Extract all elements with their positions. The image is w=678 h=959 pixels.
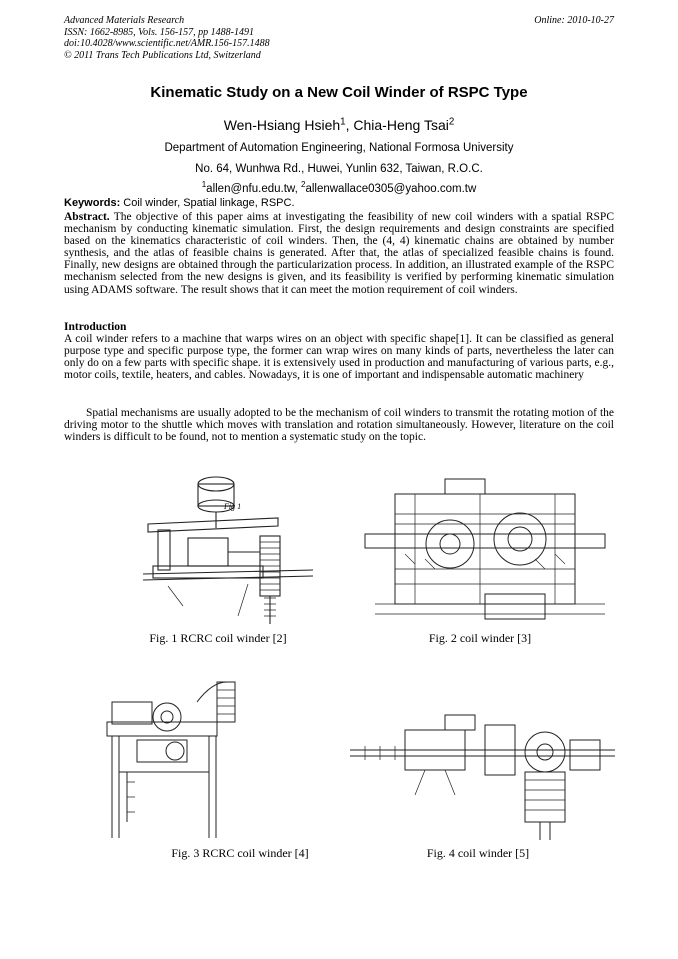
author-line	[0, 117, 678, 133]
figure-1-drawing	[128, 466, 323, 626]
figure-2-drawing	[355, 474, 617, 626]
figure-1-caption: Fig. 1 RCRC coil winder [2]	[149, 631, 287, 645]
author-emails	[0, 180, 678, 195]
author-1-marker: 1	[340, 116, 346, 128]
online-date: Online: 2010-10-27	[534, 15, 614, 26]
introduction-paragraph-2: Spatial mechanisms are usually adopted to be the mechanism of coil winders to transmit the rotating motion of the driving motor to the shuttle which moves with translation and rotation simultaneously. However, literature on the coil winders is difficult to be found, not to mention a systematic study on the topic.	[64, 407, 614, 444]
introduction-heading: Introduction	[64, 321, 127, 333]
email-1-marker: 1	[201, 180, 207, 190]
abstract-text: The objective of this paper aims at investigating the feasibility of new coil winders with a spatial RSPC mechanism by conducting kinematic simulation. First, the design requirements and design constraints are specified based on the kinematics characteristic of coil winders. Then, the (4, 4) kinematic chains are obtained by number synthesis, and the atlas of feasible chains is generated. After that, the atlas of specialized feasible chains is found. Finally, new designs are obtained through the particularization process. In addition, an illustrated example of the RSPC mechanism selected from the new designs is given, and its feasibility is verified by performing kinematic simulation using ADAMS software. The result shows that it can meet the motion requirement of coil winders.	[64, 211, 614, 296]
figure-4-caption: Fig. 4 coil winder [5]	[426, 846, 530, 860]
affiliation-department: Department of Automation Engineering, National Formosa University	[164, 142, 514, 154]
journal-header	[64, 15, 270, 61]
keywords-label: Keywords:	[64, 197, 121, 209]
email-2: allenwallace0305@yahoo.com.tw	[305, 183, 477, 195]
email-1: allen@nfu.edu.tw,	[206, 183, 301, 195]
author-separator: ,	[345, 117, 354, 133]
introduction-paragraph-1: A coil winder refers to a machine that warps wires on an object with specific shape[1]. It can be classified as general purpose type and specific purpose type, the former can wrap wires on many kinds of parts, nevertheless the later can only do on a few parts with specific shape. it is extensively used in production and manufacturing of various parts, e.g., motor coils, textile, heaters, and cables. Nowadays, it is one of important and indispensable automatic machinery	[64, 333, 614, 382]
author-2: Chia-Heng Tsai	[353, 117, 449, 133]
abstract	[64, 211, 614, 296]
author-1: Wen-Hsiang Hsieh	[223, 117, 341, 133]
author-2-marker: 2	[448, 116, 455, 128]
figure-3-drawing	[97, 672, 247, 840]
affiliation-address: No. 64, Wunhwa Rd., Huwei, Yunlin 632, Taiwan, R.O.C.	[195, 163, 483, 175]
doi-line: doi:10.4028/www.scientific.net/AMR.156-157.1488	[64, 38, 270, 49]
copyright-line: © 2011 Trans Tech Publications Ltd, Switzerland	[64, 49, 261, 61]
email-2-marker: 2	[300, 180, 306, 190]
paper-title: Kinematic Study on a New Coil Winder of RSPC Type	[150, 84, 528, 101]
figure-4-drawing	[345, 710, 617, 842]
figure-3-caption: Fig. 3 RCRC coil winder [4]	[171, 846, 309, 860]
figure-1-inline-label: Fig 1	[224, 502, 242, 511]
issn-line: ISSN: 1662-8985, Vols. 156-157, pp 1488-1491	[64, 26, 254, 38]
abstract-label: Abstract.	[64, 211, 110, 223]
keywords-text: Coil winder, Spatial linkage, RSPC.	[120, 197, 295, 209]
journal-name: Advanced Materials Research	[64, 15, 185, 26]
figure-2-caption: Fig. 2 coil winder [3]	[428, 631, 532, 645]
keywords	[64, 197, 614, 209]
